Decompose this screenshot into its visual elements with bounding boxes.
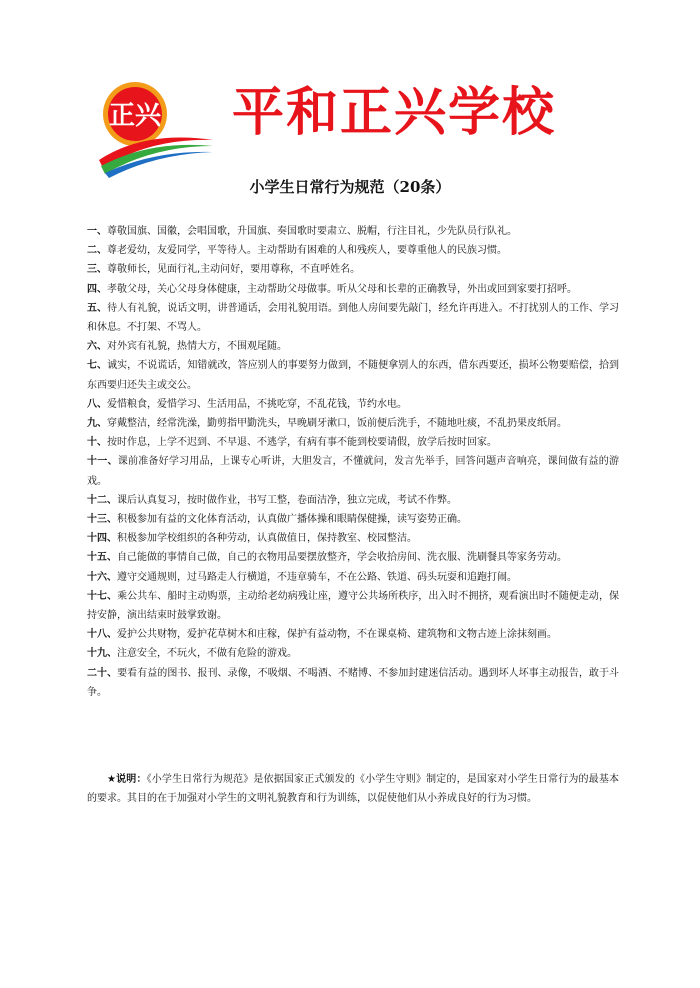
rule-item (87, 356, 619, 394)
note-lead: ★说明： (107, 774, 147, 785)
rule-number: 十二、 (87, 494, 117, 506)
rule-number: 十六、 (87, 571, 117, 583)
rule-text: 积极参加有益的文化体育活动，认真做广播体操和眼睛保健操，读写姿势正确。 (117, 514, 467, 526)
rule-item (87, 491, 619, 510)
rule-item (87, 222, 619, 241)
rule-text: 乘公共车、船时主动购票，主动给老幼病残让座，遵守公共场所秩序，出入时不拥挤，观看演出时不随便走动，保持安静，演出结束时鼓掌致谢。 (87, 590, 620, 622)
rule-item (87, 568, 619, 587)
rule-text: 诚实，不说谎话，知错就改，答应别人的事要努力做到，不随便拿别人的东西，借东西要还，损坏公物要赔偿，拾到东西要归还失主或交公。 (87, 360, 620, 391)
rule-text: 注意安全，不玩火，不做有危险的游戏。 (117, 648, 297, 660)
rule-text: 尊敬国旗、国徽，会唱国歌，升国旗、奏国歌时要肃立、脱帽，行注目礼，少先队员行队礼。 (107, 226, 517, 237)
rule-item (87, 529, 619, 548)
rule-number: 五、 (87, 302, 108, 314)
rule-number: 十五、 (87, 552, 117, 564)
rule-item (87, 644, 619, 663)
rule-item (87, 548, 619, 567)
rule-text: 爱惜粮食，爱惜学习、生活用品，不挑吃穿，不乱花钱，节约水电。 (107, 398, 407, 410)
rule-number: 十七、 (87, 590, 118, 602)
rule-number: 一、 (87, 226, 107, 237)
rule-text: 积极参加学校组织的各种劳动，认真做值日，保持教室、校园整洁。 (117, 533, 417, 545)
rule-item (87, 241, 619, 260)
rule-number: 三、 (87, 264, 107, 276)
rule-item (87, 337, 619, 356)
rule-number: 十九、 (87, 648, 117, 660)
document-title: 小学生日常行为规范（20条） (249, 178, 451, 196)
rule-text: 尊老爱幼，友爱同学，平等待人。主动帮助有困难的人和残疾人，要尊重他人的民族习惯。 (107, 245, 507, 257)
explanation-note (87, 770, 619, 808)
rule-number: 九、 (87, 418, 107, 430)
logo-text: 正兴 (108, 101, 162, 131)
rule-text: 对外宾有礼貌，热情大方，不围观尾随。 (107, 341, 287, 353)
rule-text: 遵守交通规则，过马路走人行横道，不违章骑车，不在公路、铁道、码头玩耍和追跑打闹。 (117, 571, 517, 583)
school-logo (95, 78, 215, 178)
rule-text: 课后认真复习，按时做作业，书写工整，卷面洁净，独立完成，考试不作弊。 (117, 494, 457, 506)
rule-text: 穿戴整洁，经常洗澡，勤剪指甲勤洗头，早晚刷牙漱口，饭前便后洗手，不随地吐痰，不乱扔果皮纸屑。 (107, 418, 567, 430)
rule-item (87, 395, 619, 414)
rule-text: 待人有礼貌，说话文明，讲普通话，会用礼貌用语。到他人房间要先敲门，经允许再进入。不打扰别人的工作、学习和休息。不打架、不骂人。 (87, 302, 620, 334)
rule-number: 六、 (87, 341, 107, 353)
rule-item (87, 433, 619, 452)
rule-text: 爱护公共财物，爱护花草树木和庄稼，保护有益动物，不在课桌椅、建筑物和文物古迹上涂抹刻画。 (117, 629, 557, 641)
rule-number: 十八、 (87, 629, 117, 641)
rule-text: 尊敬师长，见面行礼,主动问好，要用尊称，不直呼姓名。 (107, 264, 361, 276)
rule-item (87, 299, 619, 337)
rule-item (87, 587, 619, 625)
rule-text: 课前准备好学习用品，上课专心听讲，大胆发言，不懂就问，发言先举手，回答问题声音响亮，课间做有益的游戏。 (87, 456, 620, 487)
rule-text: 孝敬父母，关心父母身体健康，主动帮助父母做事。听从父母和长辈的正确教导，外出或回到家要打招呼。 (107, 283, 577, 295)
school-name: 平和正兴学校 (232, 83, 557, 143)
rule-number: 二、 (87, 245, 107, 257)
rules-list (87, 222, 619, 702)
rule-item (87, 280, 619, 299)
rule-text: 按时作息，上学不迟到、不早退、不逃学，有病有事不能到校要请假，放学后按时回家。 (107, 437, 497, 449)
rule-number: 十、 (87, 437, 107, 449)
rule-item (87, 510, 619, 529)
rule-number: 四、 (87, 283, 107, 295)
rule-text: 要看有益的图书、报刊、录像，不吸烟、不喝酒、不赌博、不参加封建迷信活动。遇到坏人坏事主动报告，敢于斗争。 (87, 667, 620, 698)
rule-item (87, 664, 619, 702)
rule-number: 十四、 (87, 533, 117, 545)
rule-number: 八、 (87, 398, 107, 410)
rule-text: 自己能做的事情自己做，自己的衣物用品要摆放整齐，学会收拾房间、洗衣服、洗刷餐具等家务劳动。 (117, 552, 567, 564)
rule-number: 二十、 (87, 667, 118, 679)
rule-item (87, 414, 619, 433)
rule-item (87, 625, 619, 644)
rule-number: 十三、 (87, 514, 117, 526)
note-text: 《小学生日常行为规范》是依据国家正式颁发的《小学生守则》制定的，是国家对小学生日常行为的最基本的要求。其目的在于加强对小学生的文明礼貌教育和行为训练，以促使他们从小养成良好的行为习惯。 (87, 774, 619, 805)
rule-number: 十一、 (87, 456, 118, 468)
rule-number: 七、 (87, 360, 108, 372)
rule-item (87, 452, 619, 490)
rule-item (87, 260, 619, 279)
